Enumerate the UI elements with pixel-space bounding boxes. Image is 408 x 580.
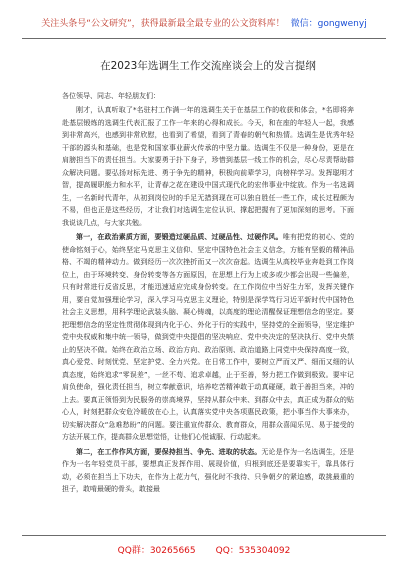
paragraph-text: 刚才，认真听取了*名驻村工作满一年的选调生关于在基层工作的收获和体会，*名即将奔赴基层锻炼的选调生代表汇报了工作一年来的心得和成长。今天，和在座的年轻人一起，我感到非常高兴，也感到非常欣慰，也看到了希望，看到了青春的朝气和热情。选调生是优秀年轻干部的源头和基础，也是党和国家事业薪火传承的中坚力量。选调生不仅是一种身份，更是在肩膀担当下的责任担当。大家要勇于扑下身子，珍惜到基层一线工作的机会，尽心尽责帮助群众解决问题。要弘扬对标先进、勇于争先的精神，积极向前辈学习，向榜样学习。发挥聪明才智，提高履职能力和水平，让青春之花在建设中国式现代化的宏伟事业中绽放。作为一名选调生，一名新时代青年，从初到岗位时的手足无措到现在可以独自胜任一些工作，成长过程颇为不易，但也正是这些经历，才让我们对选调生定位认识、撑起把握有了更加深刻的思考。下面我说谈几点，与大家共勉。 xyxy=(62,106,354,227)
footer xyxy=(22,540,386,562)
paragraph-text: 无论是作为一名选调生，还是作为一名年轻党员干部，要想真正发挥作用、展现价值，归根到底还是要靠实干，靠具体行动，必须在担当上下功夫，在作为上花力气，强化时不我待、只争朝夕的紧迫感，敢挑最重的担子，敢啃最硬的骨头，敢接最 xyxy=(62,447,355,493)
document-body xyxy=(62,58,354,498)
greeting: 各位领导、同志、年轻朋友们： xyxy=(62,92,160,100)
paragraph-2 xyxy=(62,231,354,444)
paragraph-lead: 第一，在政治素质方面，要锻造过硬品质、过硬品性、过硬作风。 xyxy=(76,233,283,241)
footer-qq: QQ：535304092 xyxy=(215,546,291,556)
header-rule xyxy=(22,38,386,39)
paragraph-3 xyxy=(62,446,354,496)
footer-rule xyxy=(22,535,386,536)
paragraph-lead: 第二，在工作作风方面，要保持担当、争先、进取的状态。 xyxy=(76,447,262,456)
paragraph-1 xyxy=(62,104,354,229)
footer-qq-group: QQ群：30265665 xyxy=(117,546,196,556)
document-title: 在2023年选调生工作交流座谈会上的发言提纲 xyxy=(100,60,316,72)
header-banner xyxy=(22,10,386,38)
paragraph-text: 唯有把党的初心、党的使命铭刻于心，始终坚定马克思主义信仰、坚定中国特色社会主义信念，方能有坚毅的精神品格、不竭的精神动力。做到经历一次次挫折而又一次次奋起。选调生从高校毕业奔赴到工作岗位上，由于环境转变、身份转变等各方面原因，在思想上行为上或多或少都会出现一些偏差，只有时常进行反省反思，才能迅速适应完成身份转变。在工作岗位中当好生力军，发挥关键作用，要自觉加强理论学习，深入学习马克思主义理论，特别是深学笃行习近平新时代中国特色社会主义思想，用科学理论武装头脑、凝心铸魂，以高度的理论清醒保证理想信念的坚定。要把理想信念的坚定性贯彻体现到内化于心、外化于行的实践中，坚持党的全面领导，坚定维护党中央权威和集中统一领导，做到党中央提倡的坚决响应、党中央决定的坚决执行、党中央禁止的坚决不做。始终在政治立场、政治方向、政治原则、政治道路上同党中央保持高度一致，真心爱党、时刻忧党、坚定护党、全力兴党。在日常工作中，要树立严而又严、细而又细的认真态度，始终追求“零误差”，一丝不苟、追求卓越，止于至善，努力把工作做到极致。要牢记肩负使命，强化责任担当，树立奉献意识，培养吃苦精神敢于动真碰硬，敢于善担当来，冲的上去。要真正领悟到为民服务的崇高境界，坚持从群众中来、到群众中去，真正成为群众的贴心人，时刻把群众安危冷暖放在心上，认真落实党中央各项惠民政策，把小事当作大事来办，切实解决群众“急难愁盼”的问题。要注重宣传群众、教育群众，用群众喜闻乐见、易于接受的方法开展工作，提高群众思想觉悟，让他们心悦诚服、行动起来。 xyxy=(62,233,355,441)
banner-text: 关注头条号“公文研究”，获得最新最全最专业的公文资料库！ xyxy=(41,19,285,29)
banner-wechat: 微信：gongwenyj xyxy=(290,19,367,29)
